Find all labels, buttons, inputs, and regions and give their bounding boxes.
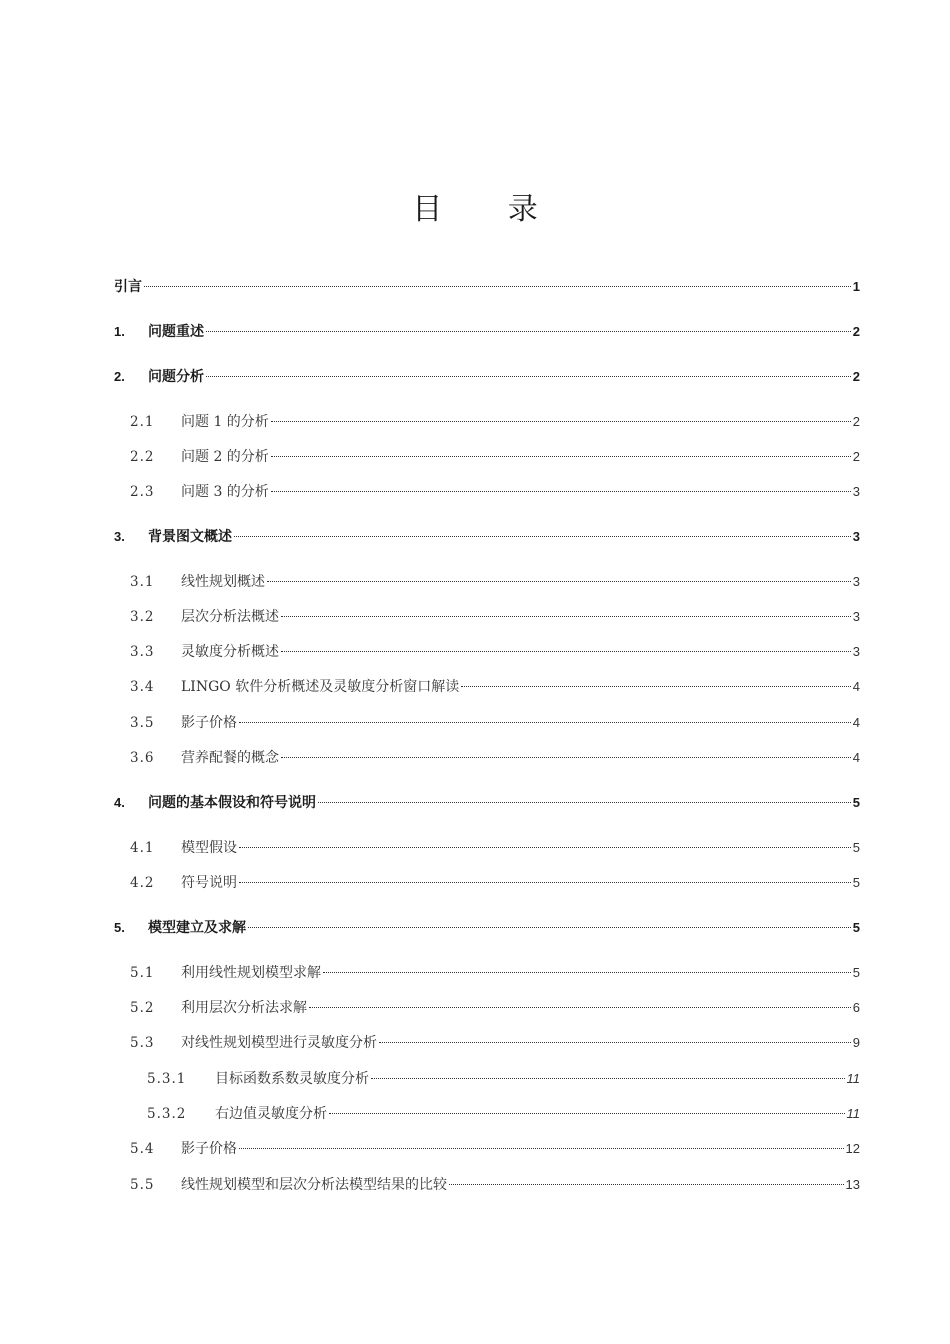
toc-entry-number: 4.1 [130, 840, 155, 856]
toc-entry-page-number: 5 [852, 965, 860, 980]
toc-entry-page-number: 3 [852, 484, 860, 499]
toc-entry-page-number: 2 [852, 324, 860, 339]
toc-entry-page-number: 11 [846, 1071, 860, 1086]
toc-entry-page-number: 2 [852, 369, 860, 384]
toc-entry-page-number: 2 [852, 449, 860, 464]
toc-dot-leader [449, 1184, 844, 1185]
toc-entry[interactable] [130, 481, 860, 503]
toc-entry-title: 层次分析法概述 [181, 609, 279, 625]
toc-entry-number: 2.2 [130, 449, 155, 465]
toc-entry-title: 利用层次分析法求解 [181, 1000, 307, 1016]
toc-dot-leader [371, 1078, 845, 1079]
toc-entry-number: 3.1 [130, 574, 155, 590]
toc-dot-leader [281, 651, 851, 652]
toc-entry-number: 5.3.2 [147, 1106, 187, 1122]
toc-entry[interactable] [130, 676, 860, 698]
toc-entry-page-number: 3 [852, 644, 860, 659]
toc-dot-leader [248, 927, 851, 928]
toc-entry-title: 线性规划概述 [181, 574, 265, 590]
toc-entry-title: 目标函数系数灵敏度分析 [215, 1071, 369, 1087]
toc-entry-page-number: 3 [852, 574, 860, 589]
toc-entry[interactable] [130, 606, 860, 628]
toc-dot-leader [271, 456, 851, 457]
toc-entry[interactable] [130, 411, 860, 433]
toc-entry-title: 对线性规划模型进行灵敏度分析 [181, 1035, 377, 1051]
toc-dot-leader [267, 581, 851, 582]
toc-entry[interactable] [114, 917, 860, 939]
toc-dot-leader [206, 331, 851, 332]
toc-entry-number: 2.1 [130, 414, 155, 430]
toc-entry-number: 3.2 [130, 609, 155, 625]
toc-dot-leader [239, 722, 851, 723]
toc-entry-number: 3.3 [130, 644, 155, 660]
toc-entry-page-number: 3 [852, 529, 860, 544]
toc-entry-page-number: 2 [852, 414, 860, 429]
toc-entry-number: 3. [114, 529, 125, 544]
toc-entry[interactable] [114, 366, 860, 388]
toc-entry-page-number: 12 [845, 1141, 860, 1156]
toc-entry-title: 问题 1 的分析 [181, 414, 269, 430]
toc-entry-title: 问题的基本假设和符号说明 [148, 795, 316, 811]
toc-dot-leader [206, 376, 851, 377]
toc-entry-title: 灵敏度分析概述 [181, 644, 279, 660]
toc-entry-number: 4.2 [130, 875, 155, 891]
toc-dot-leader [281, 616, 851, 617]
toc-entry[interactable] [130, 872, 860, 894]
toc-entry-page-number: 5 [852, 840, 860, 855]
toc-entry-title: 背景图文概述 [148, 529, 232, 545]
toc-entry[interactable] [130, 747, 860, 769]
toc-entry-page-number: 4 [852, 715, 860, 730]
toc-entry-page-number: 3 [852, 609, 860, 624]
toc-dot-leader [318, 802, 851, 803]
toc-entry-page-number: 5 [852, 920, 860, 935]
toc-entry-page-number: 9 [852, 1035, 860, 1050]
toc-entry-title: 影子价格 [181, 1141, 237, 1157]
toc-dot-leader [271, 421, 851, 422]
toc-dot-leader [271, 491, 851, 492]
toc-dot-leader [239, 847, 851, 848]
toc-entry-number: 3.4 [130, 679, 155, 695]
toc-entry-page-number: 11 [846, 1106, 860, 1121]
toc-entry-number: 2.3 [130, 484, 155, 500]
toc-dot-leader [323, 972, 851, 973]
toc-entry-number: 5.4 [130, 1141, 155, 1157]
toc-dot-leader [239, 882, 851, 883]
toc-entry-page-number: 4 [852, 750, 860, 765]
toc-dot-leader [379, 1042, 851, 1043]
toc-entry-number: 3.6 [130, 750, 155, 766]
toc-entry-title: 营养配餐的概念 [181, 750, 279, 766]
toc-entry-number: 5.2 [130, 1000, 155, 1016]
toc-entry[interactable] [114, 792, 860, 814]
toc-entry-title: 右边值灵敏度分析 [215, 1106, 327, 1122]
toc-entry-page-number: 13 [845, 1177, 860, 1192]
toc-entry[interactable] [130, 1032, 860, 1054]
toc-entry[interactable] [130, 446, 860, 468]
toc-entry-title: 引言 [114, 279, 142, 295]
toc-entry-title: 符号说明 [181, 875, 237, 891]
toc-entry[interactable] [130, 962, 860, 984]
toc-dot-leader [309, 1007, 851, 1008]
toc-entry-number: 3.5 [130, 715, 155, 731]
toc-entry[interactable] [130, 571, 860, 593]
toc-entry-title: 模型假设 [181, 840, 237, 856]
toc-entry[interactable] [130, 641, 860, 663]
toc-entry[interactable] [130, 1138, 860, 1160]
toc-entry-number: 5. [114, 920, 125, 935]
toc-entry-page-number: 1 [852, 279, 860, 294]
toc-entry[interactable] [114, 526, 860, 548]
toc-dot-leader [144, 286, 851, 287]
toc-dot-leader [329, 1113, 845, 1114]
toc-entry-title: 问题 2 的分析 [181, 449, 269, 465]
toc-entry[interactable] [147, 1068, 860, 1090]
toc-entry-number: 5.3.1 [147, 1071, 187, 1087]
page-title: 目 录 [412, 192, 566, 227]
toc-dot-leader [281, 757, 851, 758]
toc-entry-page-number: 5 [852, 875, 860, 890]
toc-entry[interactable] [130, 712, 860, 734]
toc-entry-title: 问题重述 [148, 324, 204, 340]
toc-entry-title: 模型建立及求解 [148, 920, 246, 936]
toc-entry[interactable] [114, 321, 860, 343]
toc-entry-number: 5.5 [130, 1177, 155, 1193]
toc-entry-page-number: 4 [852, 679, 860, 694]
toc-entry[interactable] [130, 997, 860, 1019]
toc-entry[interactable] [130, 1174, 860, 1196]
toc-entry-title: 问题分析 [148, 369, 204, 385]
toc-entry-number: 1. [114, 324, 125, 339]
toc-entry-title: 影子价格 [181, 715, 237, 731]
toc-entry-number: 5.1 [130, 965, 155, 981]
toc-dot-leader [234, 536, 851, 537]
toc-entry-number: 4. [114, 795, 125, 810]
toc-dot-leader [461, 686, 851, 687]
toc-entry-title: LINGO 软件分析概述及灵敏度分析窗口解读 [181, 679, 460, 695]
toc-dot-leader [239, 1148, 844, 1149]
toc-entry-page-number: 5 [852, 795, 860, 810]
toc-entry-title: 问题 3 的分析 [181, 484, 269, 500]
toc-entry-title: 利用线性规划模型求解 [181, 965, 321, 981]
toc-entry[interactable] [114, 276, 860, 298]
toc-entry[interactable] [130, 837, 860, 859]
toc-entry-title: 线性规划模型和层次分析法模型结果的比较 [181, 1177, 447, 1193]
toc-entry-number: 2. [114, 369, 125, 384]
toc-entry[interactable] [147, 1103, 860, 1125]
toc-entry-page-number: 6 [852, 1000, 860, 1015]
toc-entry-number: 5.3 [130, 1035, 155, 1051]
